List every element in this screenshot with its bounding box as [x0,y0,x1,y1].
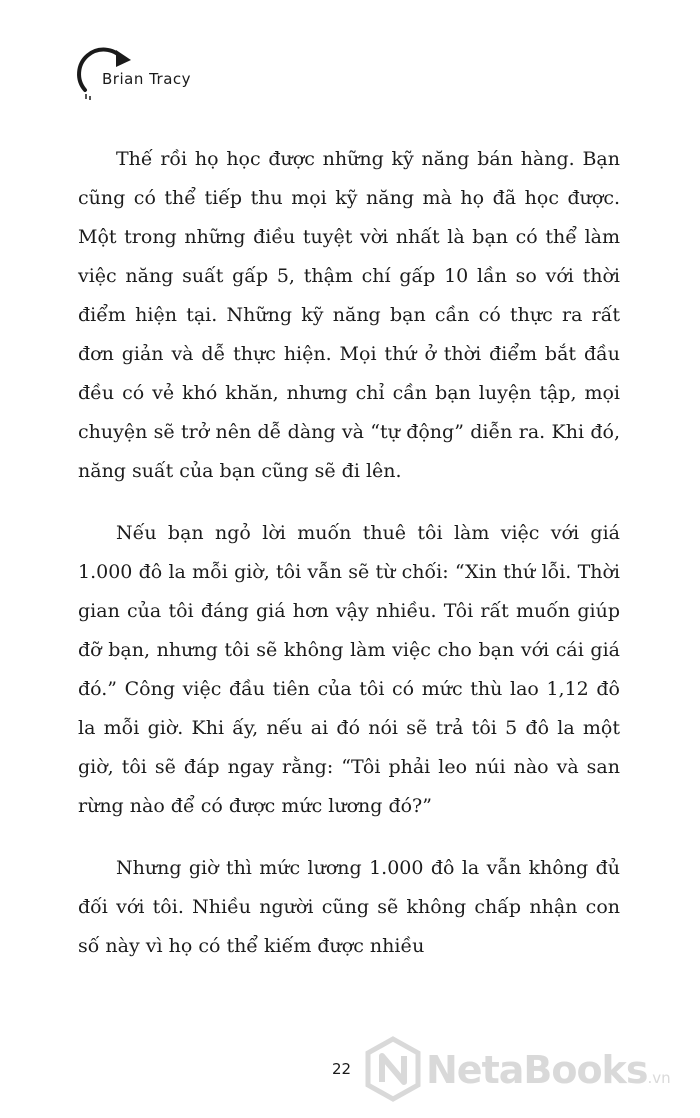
page-body [78,140,620,989]
author-name: Brian Tracy [102,70,192,88]
paragraph: Nhưng giờ thì mức lương 1.000 đô la vẫn không đủ đối với tôi. Nhiều người cũng sẽ không chấp nhận con số này vì họ có thể kiếm được nhiều [78,857,620,957]
watermark-brand [426,1048,671,1092]
paragraph: Nếu bạn ngỏ lời muốn thuê tôi làm việc với giá 1.000 đô la mỗi giờ, tôi vẫn sẽ từ chối: “Xin thứ lỗi. Thời gian của tôi đáng giá hơn vậy nhiều. Tôi rất muốn giúp đỡ bạn, nhưng tôi sẽ không làm việc cho bạn với cái giá đó.” Công việc đầu tiên của tôi có mức thù lao 1,12 đô la mỗi giờ. Khi ấy, nếu ai đó nói sẽ trả tôi 5 đô la một giờ, tôi sẽ đáp ngay rằng: “Tôi phải leo núi nào và san rừng nào để có được mức lương đó?” [78,522,620,817]
watermark [364,1030,700,1110]
running-header [76,44,276,104]
watermark-suffix: .vn [647,1069,671,1087]
page-number: 22 [332,1060,352,1078]
watermark-brand-name: NetaBooks [426,1048,648,1092]
paragraph: Thế rồi họ học được những kỹ năng bán hàng. Bạn cũng có thể tiếp thu mọi kỹ năng mà họ đã học được. Một trong những điều tuyệt vời nhất là bạn có thể làm việc năng suất gấp 5, thậm chí gấp 10 lần so với thời điểm hiện tại. Những kỹ năng bạn cần có thực ra rất đơn giản và dễ thực hiện. Mọi thứ ở thời điểm bắt đầu đều có vẻ khó khăn, nhưng chỉ cần bạn luyện tập, mọi chuyện sẽ trở nên dễ dàng và “tự động” diễn ra. Khi đó, năng suất của bạn cũng sẽ đi lên. [78,148,620,482]
netabooks-n-logo-icon [364,1036,422,1102]
